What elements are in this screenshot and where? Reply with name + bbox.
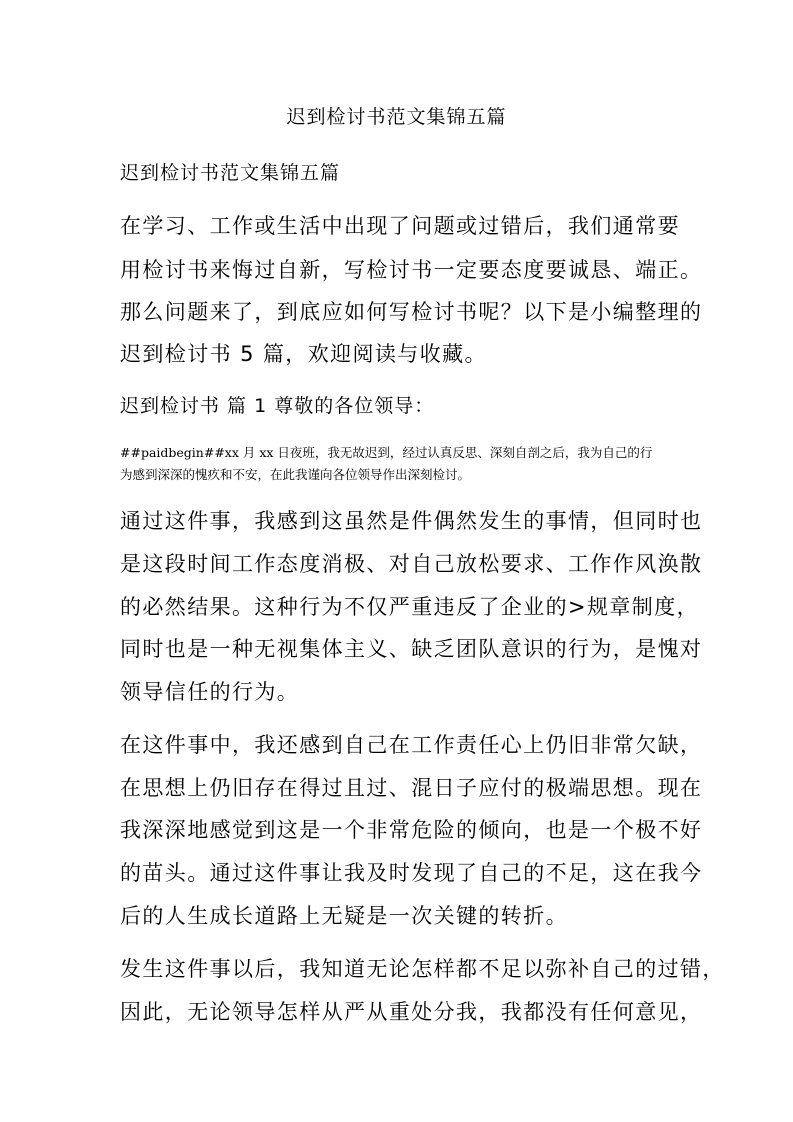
paragraph-line: 发生这件事以后，我知道无论怎样都不足以弥补自己的过错， <box>120 957 725 981</box>
paragraph-line: 我深深地感觉到这是一个非常危险的倾向，也是一个极不好 <box>120 818 703 842</box>
paragraph-line: 是这段时间工作态度消极、对自己放松要求、工作作风涣散 <box>120 552 703 576</box>
document-title: 迟到检讨书范文集锦五篇 <box>286 106 507 128</box>
intro-line: 那么问题来了，到底应如何写检讨书呢？以下是小编整理的 <box>120 300 703 324</box>
paragraph-line: 因此，无论领导怎样从严从重处分我，我都没有任何意见， <box>120 1000 703 1024</box>
intro-line: 用检讨书来悔过自新，写检讨书一定要态度要诚恳、端正。 <box>120 258 703 282</box>
paragraph-line: 同时也是一种无视集体主义、缺乏团队意识的行为，是愧对 <box>120 637 703 661</box>
document-subtitle: 迟到检讨书范文集锦五篇 <box>120 162 341 184</box>
paragraph-line: 的苗头。通过这件事让我及时发现了自己的不足，这在我今 <box>120 861 703 885</box>
small-text-line: ##paidbegin##xx 月 xx 日夜班，我无故迟到，经过认真反思、深刻自剖之后，我为自己的行 <box>120 445 653 460</box>
paragraph-line: 在这件事中，我还感到自己在工作责任心上仍旧非常欠缺， <box>120 733 703 757</box>
paragraph-line: 领导信任的行为。 <box>120 680 300 704</box>
paragraph-line: 后的人生成长道路上无疑是一次关键的转折。 <box>120 904 568 928</box>
section-heading: 迟到检讨书 篇 1 尊敬的各位领导： <box>120 395 435 417</box>
paragraph-line: 通过这件事，我感到这虽然是件偶然发生的事情，但同时也 <box>120 509 703 533</box>
paragraph-line: 的必然结果。这种行为不仅严重违反了企业的>规章制度， <box>120 595 699 619</box>
small-text-line: 为感到深深的愧疚和不安，在此我谨向各位领导作出深刻检讨。 <box>120 467 471 482</box>
paragraph-line: 在思想上仍旧存在得过且过、混日子应付的极端思想。现在 <box>120 776 703 800</box>
intro-line: 在学习、工作或生活中出现了问题或过错后，我们通常要 <box>120 214 680 238</box>
intro-line: 迟到检讨书 5 篇，欢迎阅读与收藏。 <box>120 342 487 366</box>
